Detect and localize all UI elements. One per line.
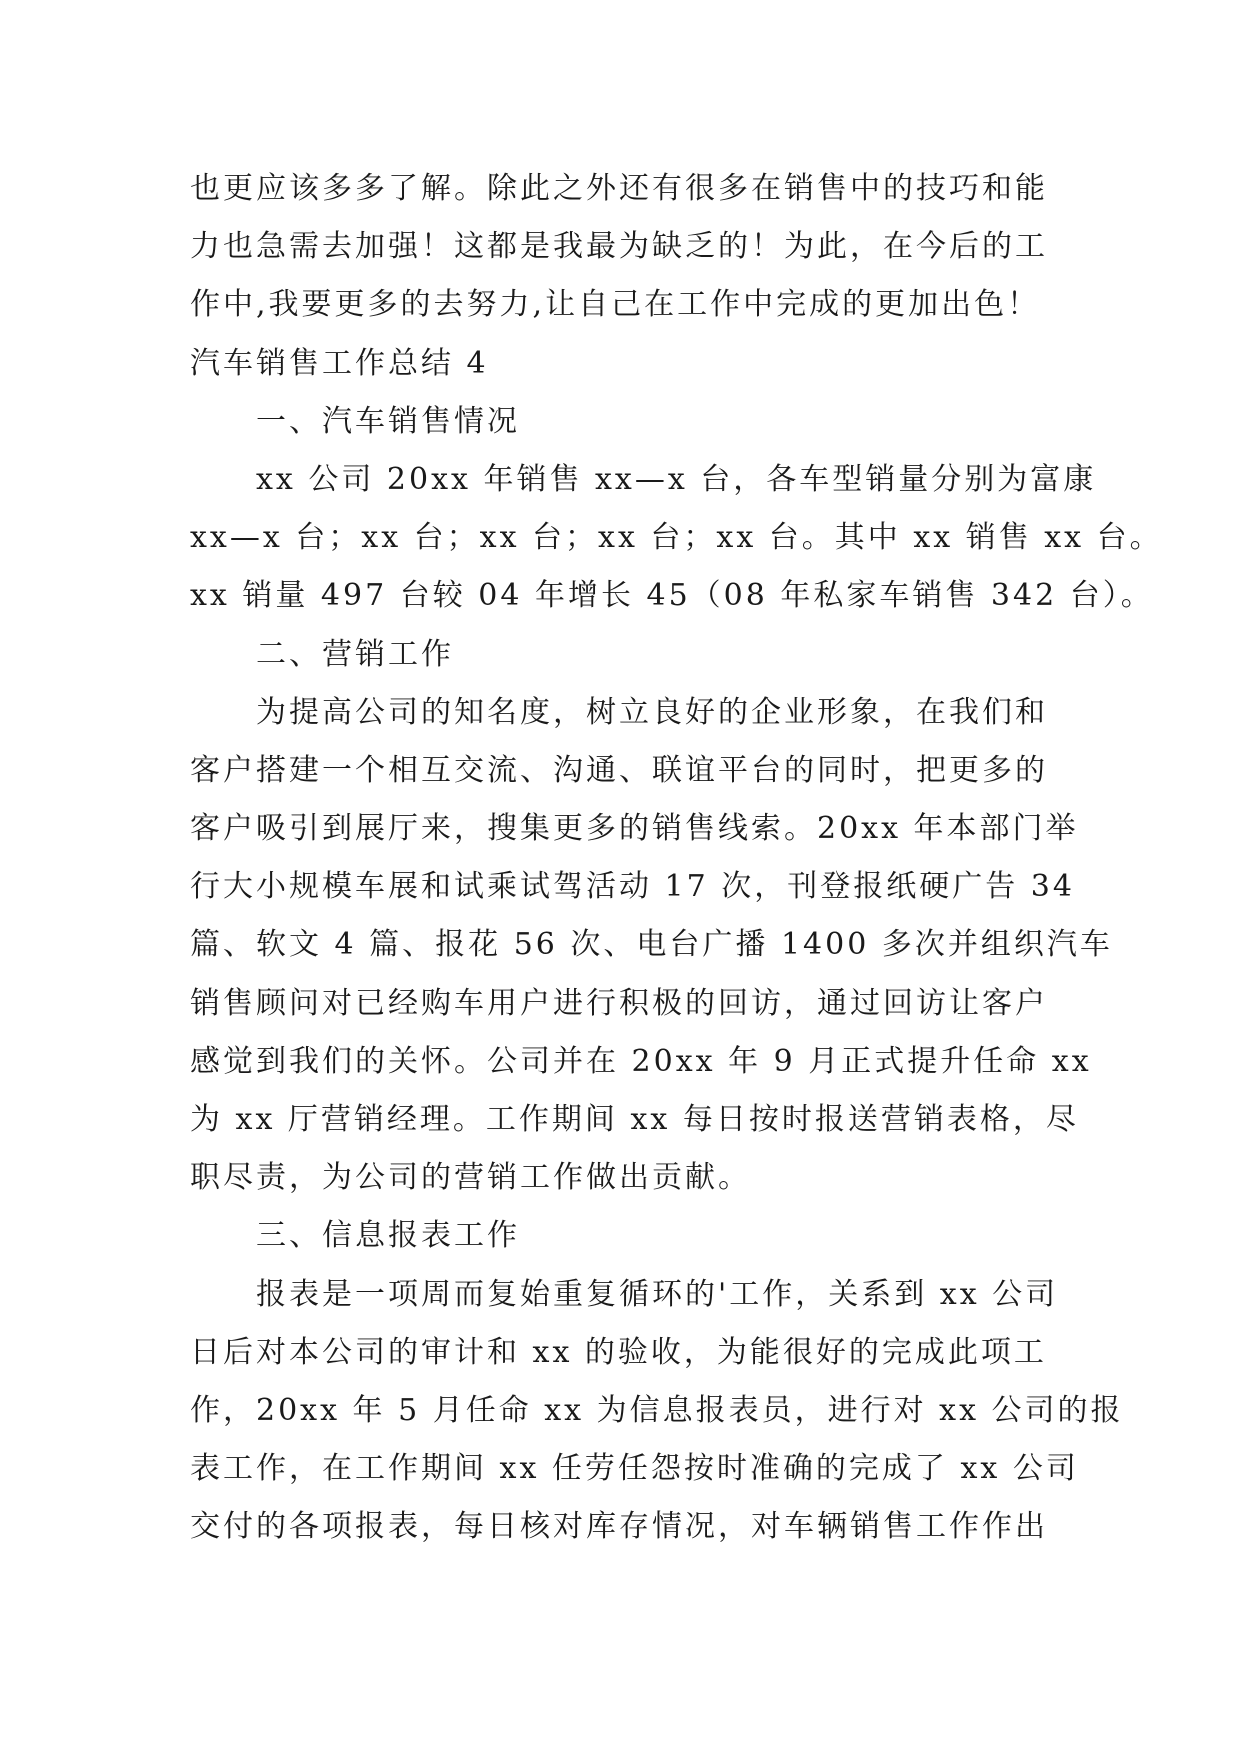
section-heading: 一、汽车销售情况 (256, 403, 520, 439)
text-line: 表工作，在工作期间 xx 任劳任怨按时准确的完成了 xx 公司 (190, 1451, 1079, 1487)
section-title: 汽车销售工作总结 4 (190, 345, 489, 381)
document-body (190, 160, 1163, 1557)
text-line: 力也急需去加强！这都是我最为缺乏的！为此，在今后的工 (190, 229, 1048, 265)
text-line: xx 销量 497 台较 04 年增长 45（08 年私家车销售 342 台）。 (190, 578, 1154, 614)
text-line: xx—x 台；xx 台；xx 台；xx 台；xx 台。其中 xx 销售 xx 台。 (190, 520, 1163, 556)
text-line: 行大小规模车展和试乘试驾活动 17 次，刊登报纸硬广告 34 (190, 869, 1075, 905)
text-line: 交付的各项报表，每日核对库存情况，对车辆销售工作作出 (190, 1509, 1048, 1545)
text-line: 篇、软文 4 篇、报花 56 次、电台广播 1400 多次并组织汽车 (190, 927, 1113, 963)
text-line: 职尽责，为公司的营销工作做出贡献。 (190, 1160, 751, 1196)
text-line: 客户搭建一个相互交流、沟通、联谊平台的同时，把更多的 (190, 752, 1048, 788)
text-line: 为 xx 厅营销经理。工作期间 xx 每日按时报送营销表格，尽 (190, 1102, 1079, 1137)
text-line: 销售顾问对已经购车用户进行积极的回访，通过回访让客户 (190, 985, 1048, 1021)
text-line: 也更应该多多了解。除此之外还有很多在销售中的技巧和能 (190, 171, 1048, 206)
text-line: xx 公司 20xx 年销售 xx—x 台，各车型销量分别为富康 (256, 461, 1097, 497)
section-heading: 二、营销工作 (256, 636, 454, 672)
text-line: 客户吸引到展厅来，搜集更多的销售线索。20xx 年本部门举 (190, 811, 1079, 847)
text-line: 感觉到我们的关怀。公司并在 20xx 年 9 月正式提升任命 xx (190, 1043, 1092, 1079)
text-line: 为提高公司的知名度，树立良好的企业形象，在我们和 (256, 694, 1048, 730)
text-line: 作，20xx 年 5 月任命 xx 为信息报表员，进行对 xx 公司的报 (190, 1392, 1124, 1428)
text-line: 作中,我要更多的去努力,让自己在工作中完成的更加出色！ (190, 287, 1041, 323)
text-line: 日后对本公司的审计和 xx 的验收，为能很好的完成此项工 (190, 1334, 1047, 1370)
text-line: 报表是一项周而复始重复循环的'工作，关系到 xx 公司 (256, 1276, 1059, 1312)
section-heading: 三、信息报表工作 (256, 1218, 520, 1254)
